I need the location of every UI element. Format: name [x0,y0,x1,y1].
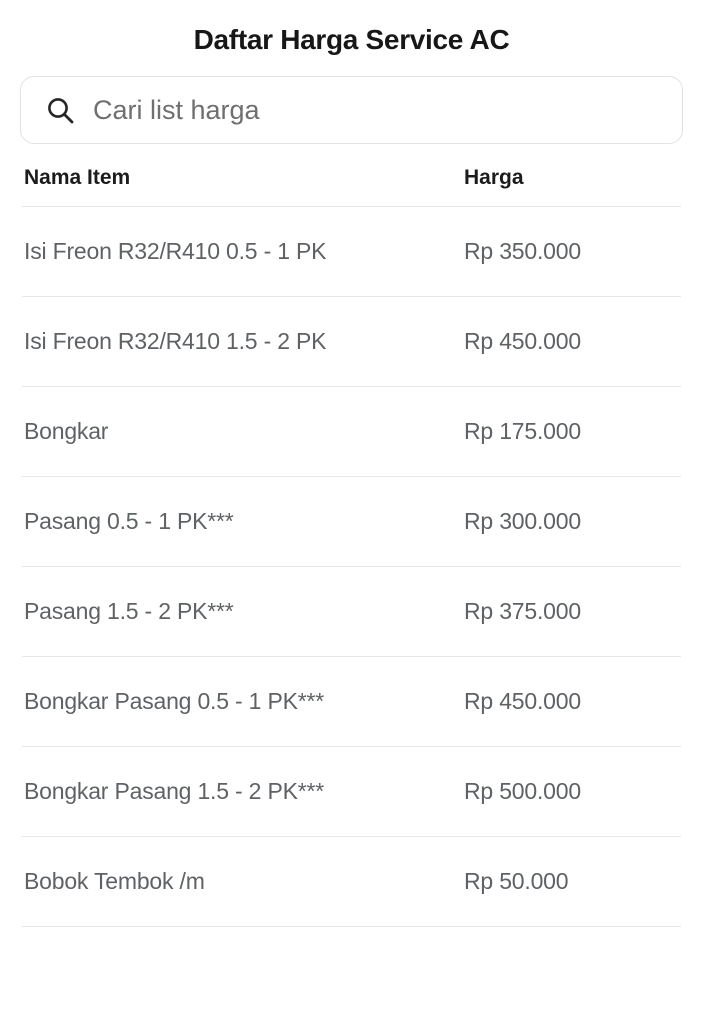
table-row[interactable] [22,837,681,926]
search-icon [43,93,77,127]
item-price: Rp 50.000 [464,868,569,894]
item-name: Pasang 1.5 - 2 PK*** [24,598,234,624]
table-row[interactable] [22,567,681,656]
item-price: Rp 175.000 [464,418,581,444]
table-row[interactable] [22,207,681,296]
price-table [0,166,703,927]
item-name: Bongkar Pasang 0.5 - 1 PK*** [24,688,324,714]
column-header-price: Harga [464,166,524,189]
item-name: Isi Freon R32/R410 1.5 - 2 PK [24,328,327,354]
item-price: Rp 450.000 [464,688,581,714]
search-input[interactable] [93,95,660,126]
item-name: Isi Freon R32/R410 0.5 - 1 PK [24,238,327,264]
item-name: Bongkar [24,418,109,444]
item-price: Rp 375.000 [464,598,581,624]
item-name: Bongkar Pasang 1.5 - 2 PK*** [24,778,324,804]
table-row[interactable] [22,657,681,746]
page-title: Daftar Harga Service AC [193,24,510,55]
item-name: Bobok Tembok /m [24,868,205,894]
column-header-name: Nama Item [24,166,131,189]
row-divider [22,926,681,927]
table-row[interactable] [22,387,681,476]
item-price: Rp 350.000 [464,238,581,264]
search-section [0,62,703,144]
item-price: Rp 500.000 [464,778,581,804]
item-price: Rp 450.000 [464,328,581,354]
search-box[interactable] [20,76,683,144]
table-header [22,166,681,206]
item-price: Rp 300.000 [464,508,581,534]
table-row[interactable] [22,297,681,386]
table-row[interactable] [22,747,681,836]
table-row[interactable] [22,477,681,566]
item-name: Pasang 0.5 - 1 PK*** [24,508,234,534]
